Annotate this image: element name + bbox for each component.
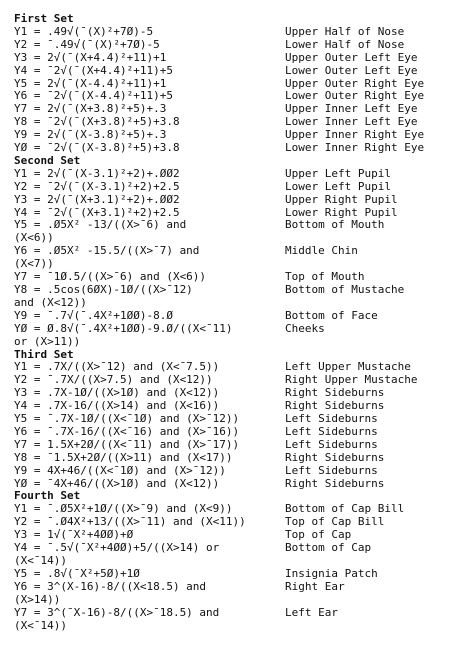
equation-text: Y3 = 2√(¯(X+4.4)²+11)+1 — [14, 51, 167, 64]
equation-label: Upper Inner Left Eye — [285, 103, 418, 116]
equation-text: Y9 = 2√(¯(X-3.8)²+5)+.3 — [14, 129, 167, 142]
equation-row — [14, 26, 474, 39]
equation-label: Middle Chin — [285, 245, 358, 258]
equation-row — [14, 542, 474, 555]
equation-row — [14, 361, 474, 374]
equation-row — [14, 271, 474, 284]
equation-text: Y1 = 2√(¯(X-3.1)²+2)+.ØØ2 — [14, 167, 180, 180]
equation-label: Cheeks — [285, 322, 325, 335]
equation-text: Y9 = 4X+46/((X<¯1Ø) and (X>¯12)) — [14, 464, 226, 477]
equation-label: Lower Half of Nose — [285, 38, 405, 51]
equation-label: Left Upper Mustache — [285, 361, 411, 374]
equation-text: Y6 = ¯2√(¯(X-4.4)²+11)+5 — [14, 90, 173, 103]
equation-text: Y8 = .5cos(6ØX)-1Ø/((X>¯12) — [14, 284, 193, 296]
equation-row — [14, 181, 474, 194]
equation-row — [14, 52, 474, 65]
equation-label: Upper Outer Right Eye — [285, 77, 425, 90]
equation-label: Upper Inner Right Eye — [285, 129, 425, 142]
equation-row — [14, 413, 474, 426]
equation-label: Right Sideburns — [285, 477, 385, 490]
equation-continuation: (X<6)) — [14, 232, 54, 245]
section-title: Second Set — [14, 153, 81, 167]
equation-text: Y3 = .7X-1Ø/((X>1Ø) and (X<12)) — [14, 387, 220, 400]
equation-label: Upper Left Pupil — [285, 167, 391, 180]
equation-continuation: (X<¯14)) — [14, 555, 67, 567]
equation-text: Y6 = .Ø5X² -15.5/((X>¯7) and — [14, 245, 200, 258]
equation-label: Right Upper Mustache — [285, 374, 418, 387]
equation-row — [14, 194, 474, 207]
equation-text: Y8 = ¯2√(¯(X+3.8)²+5)+3.8 — [14, 116, 180, 129]
equation-continuation: (X>14)) — [14, 593, 61, 606]
equation-text: Y2 = ¯.7X/((X>7.5) and (X<12)) — [14, 374, 213, 387]
equation-text: Y6 = 3^(X-16)-8/((X<18.5) and — [14, 580, 207, 593]
equation-row — [14, 245, 474, 258]
equation-row — [14, 207, 474, 220]
equation-text: Y5 = .Ø5X² -13/((X>¯6) and — [14, 219, 187, 232]
equation-row — [14, 607, 474, 620]
equation-row — [14, 439, 474, 452]
equation-row — [14, 516, 474, 529]
section-title: Third Set — [14, 347, 74, 361]
equation-label: Upper Half of Nose — [285, 25, 405, 38]
equation-continuation: (X<7)) — [14, 258, 54, 271]
equation-text: Y3 = 1√(¯X²+4ØØ)+Ø — [14, 529, 134, 542]
equation-label: Lower Inner Left Eye — [285, 116, 418, 129]
equation-text: Y7 = 3^(¯X-16)-8/((X>¯18.5) and — [14, 606, 220, 619]
equation-label: Lower Outer Right Eye — [285, 90, 425, 103]
equation-label: Left Sideburns — [285, 464, 378, 477]
equation-text: Y4 = ¯.5√(¯X²+4ØØ)+5/((X>14) or — [14, 542, 220, 555]
equation-row — [14, 478, 474, 491]
equation-label: Left Sideburns — [285, 425, 378, 438]
equation-label: Lower Inner Right Eye — [285, 142, 425, 155]
equation-row — [14, 503, 474, 516]
equation-label: Top of Cap Bill — [285, 516, 385, 529]
equation-row — [14, 310, 474, 323]
equation-text: Y3 = 2√(¯(X+3.1)²+2)+.ØØ2 — [14, 193, 180, 206]
equation-row — [14, 426, 474, 439]
equation-row — [14, 78, 474, 91]
equation-label: Upper Right Pupil — [285, 193, 398, 206]
equation-text: Y8 = ¯1.5X+2Ø/((X>11) and (X<17)) — [14, 451, 233, 464]
equation-label: Insignia Patch — [285, 567, 378, 580]
equation-label: Top of Cap — [285, 529, 352, 542]
equation-row — [14, 219, 474, 232]
equation-row — [14, 39, 474, 52]
equation-label: Bottom of Mouth — [285, 219, 385, 232]
equation-label: Top of Mouth — [285, 271, 365, 284]
equation-text: Y7 = ¯1Ø.5/((X>¯6) and (X<6)) — [14, 271, 207, 284]
equation-row — [14, 374, 474, 387]
equation-label: Upper Outer Left Eye — [285, 51, 418, 64]
equation-text: Y1 = .49√(¯(X)²+7Ø)-5 — [14, 25, 154, 38]
equation-row — [14, 323, 474, 336]
equation-text: Y1 = ¯.Ø5X²+1Ø/((X>¯9) and (X<9)) — [14, 503, 233, 516]
equation-row — [14, 465, 474, 478]
equation-text: Y2 = ¯2√(¯(X-3.1)²+2)+2.5 — [14, 180, 180, 193]
equation-text: Y1 = .7X/((X>¯12) and (X<¯7.5)) — [14, 361, 220, 374]
equation-label: Right Ear — [285, 580, 345, 593]
equation-row — [14, 90, 474, 103]
equation-text: Y4 = ¯2√(¯(X+3.1)²+2)+2.5 — [14, 206, 180, 219]
equation-label: Left Sideburns — [285, 438, 378, 451]
equation-row — [14, 129, 474, 142]
equation-text: Y4 = ¯2√(¯(X+4.4)²+11)+5 — [14, 64, 173, 77]
equation-row — [14, 103, 474, 116]
equation-continuation: and (X<12)) — [14, 296, 87, 309]
equation-text: YØ = ¯2√(¯(X-3.8)²+5)+3.8 — [14, 142, 180, 155]
equation-label: Bottom of Cap — [285, 542, 372, 555]
equation-label: Right Sideburns — [285, 451, 385, 464]
equation-text: Y4 = .7X-16/((X>14) and (X<16)) — [14, 400, 220, 413]
equation-text: Y5 = ¯.7X-1Ø/((X<¯1Ø) and (X>¯12)) — [14, 413, 240, 426]
equation-label: Bottom of Mustache — [285, 284, 405, 296]
equation-row — [14, 581, 474, 594]
equation-label: Bottom of Face — [285, 309, 378, 322]
equation-label: Bottom of Cap Bill — [285, 503, 405, 516]
equation-text: Y5 = .8√(¯X²+5Ø)+1Ø — [14, 567, 140, 580]
equation-row — [14, 168, 474, 181]
equation-text: Y7 = 1.5X+2Ø/((X<¯11) and (X>¯17)) — [14, 438, 240, 451]
equation-label: Left Ear — [285, 606, 338, 619]
equation-label: Right Sideburns — [285, 400, 385, 413]
equation-text: Y6 = ¯.7X-16/((X<¯16) and (X>¯16)) — [14, 425, 240, 438]
equation-label: Lower Left Pupil — [285, 180, 391, 193]
equation-row — [14, 387, 474, 400]
equation-row — [14, 452, 474, 465]
equation-label: Right Sideburns — [285, 387, 385, 400]
equation-row — [14, 142, 474, 155]
equation-continuation: (X<¯14)) — [14, 619, 67, 632]
equation-text: Y5 = 2√(¯(X-4.4)²+11)+1 — [14, 77, 167, 90]
equation-text: Y7 = 2√(¯(X+3.8)²+5)+.3 — [14, 103, 167, 116]
section-title: First Set — [14, 12, 74, 25]
equation-row — [14, 568, 474, 581]
equation-row — [14, 529, 474, 542]
equation-row — [14, 65, 474, 78]
equation-label: Lower Outer Left Eye — [285, 64, 418, 77]
equation-text: Y9 = ¯.7√(¯.4X²+1ØØ)-8.Ø — [14, 309, 173, 322]
equation-continuation: or (X>11)) — [14, 335, 81, 348]
equation-label: Left Sideburns — [285, 413, 378, 426]
section-title: Fourth Set — [14, 489, 81, 503]
equation-text: YØ = ¯4X+46/((X>1Ø) and (X<12)) — [14, 477, 220, 490]
equation-text: Y2 = ¯.49√(¯(X)²+7Ø)-5 — [14, 38, 160, 51]
equation-text: Y2 = ¯.Ø4X²+13/((X>¯11) and (X<11)) — [14, 516, 246, 529]
equation-row — [14, 400, 474, 413]
equation-row — [14, 284, 474, 297]
equation-label: Lower Right Pupil — [285, 206, 398, 219]
equation-row — [14, 116, 474, 129]
equation-text: YØ = Ø.8√(¯.4X²+1ØØ)-9.Ø/((X<¯11) — [14, 322, 233, 335]
